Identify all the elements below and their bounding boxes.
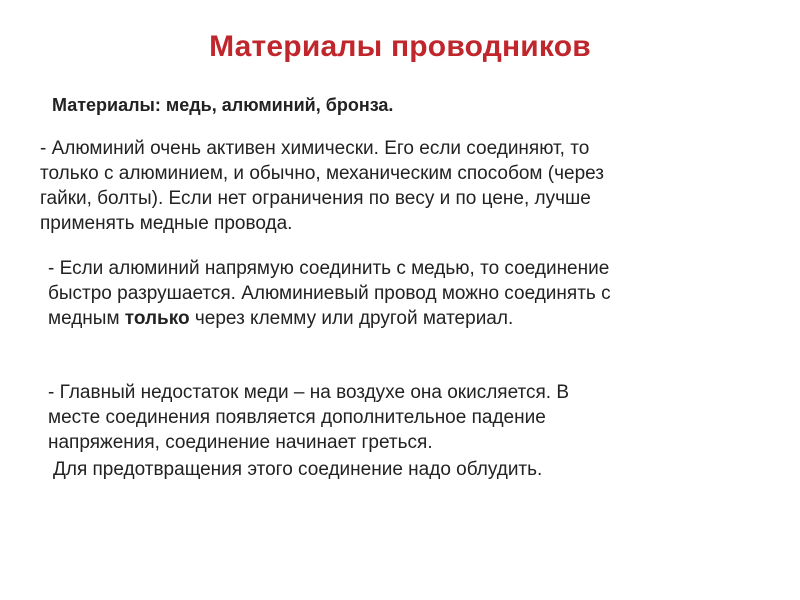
slide-title: Материалы проводников (209, 30, 591, 63)
paragraph-line: напряжения, соединение начинает греться. (48, 432, 433, 453)
paragraph-line: Для предотвращения этого соединение надо облудить. (53, 459, 543, 480)
paragraph-line: - Главный недостаток меди – на воздухе она окисляется. В (48, 382, 570, 403)
emphasis-only: только (124, 308, 190, 329)
paragraph-line: - Если алюминий напрямую соединить с медью, то соединение (48, 258, 610, 279)
slide-subtitle: Материалы: медь, алюминий, бронза. (52, 95, 394, 115)
paragraph-tinning (53, 457, 753, 482)
paragraph-line: - Алюминий очень активен химически. Его если соединяют, то (40, 138, 590, 159)
paragraph-aluminium-copper-joint (48, 256, 768, 331)
paragraph-line: только с алюминием, и обычно, механическим способом (через (40, 163, 604, 184)
paragraph-copper-oxidation (48, 380, 748, 455)
paragraph-aluminium-activity (40, 136, 740, 236)
paragraph-line (48, 306, 768, 331)
line-text-after: через клемму или другой материал. (189, 308, 514, 329)
paragraph-line: быстро разрушается. Алюминиевый провод можно соединять с (48, 283, 611, 304)
paragraph-line: месте соединения появляется дополнительное падение (48, 407, 546, 428)
paragraph-line: гайки, болты). Если нет ограничения по весу и по цене, лучше (40, 188, 591, 209)
paragraph-line: применять медные провода. (40, 213, 293, 234)
line-text-before: медным (48, 308, 125, 329)
